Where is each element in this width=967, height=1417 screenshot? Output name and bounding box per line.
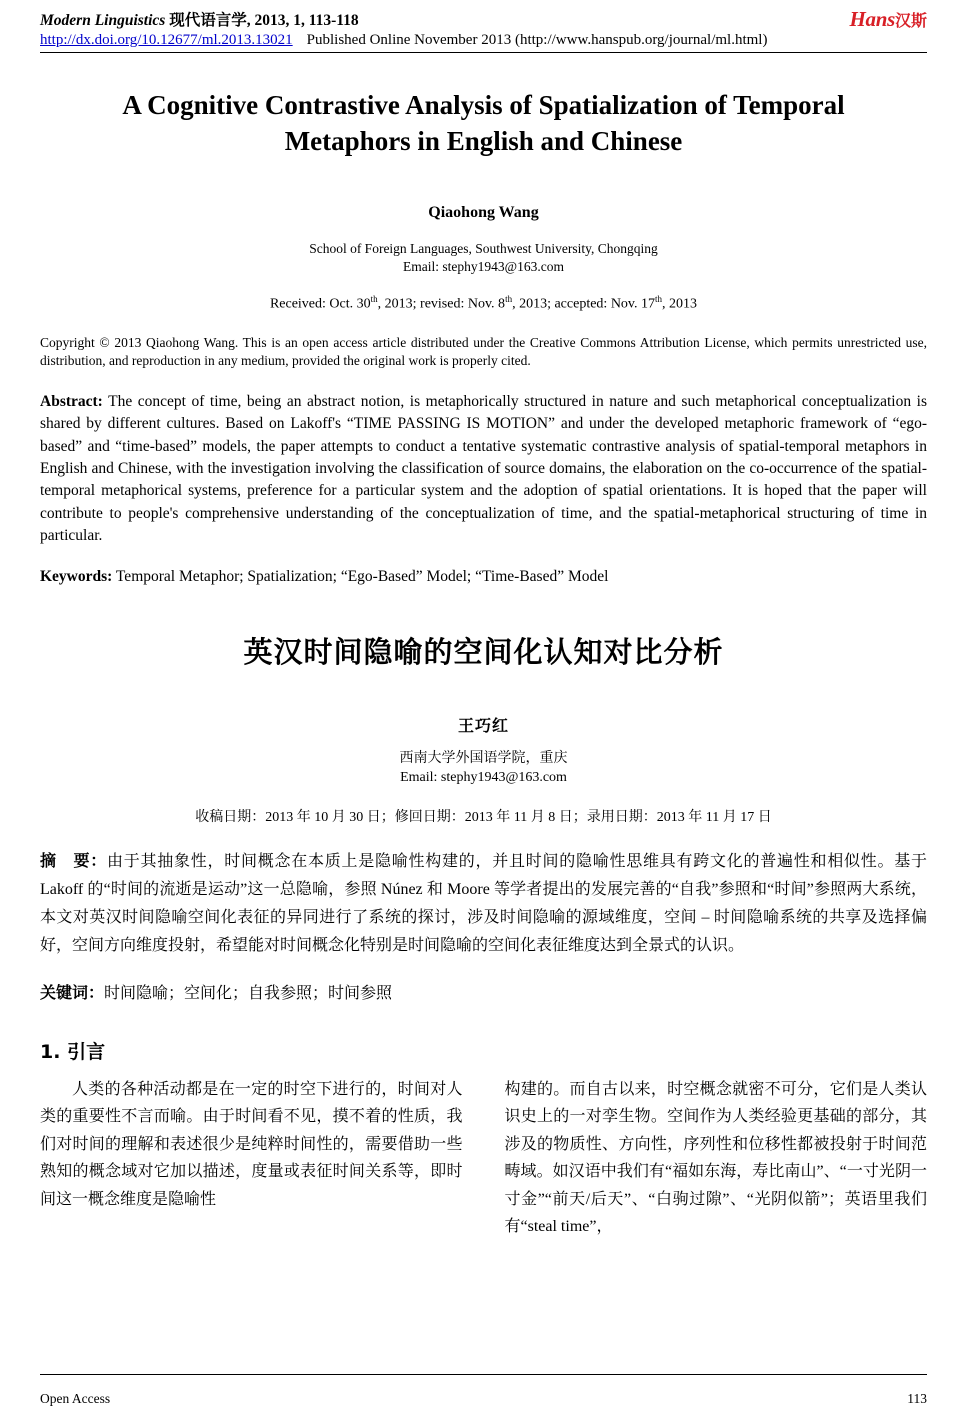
open-access-label: Open Access: [40, 1391, 111, 1406]
chinese-abstract-label: 摘 要：: [40, 852, 107, 870]
author-name: Qiaohong Wang: [428, 203, 539, 221]
section-heading: [40, 1037, 927, 1064]
page-footer: [40, 1391, 927, 1407]
journal-name-cn: 现代语言学, 2013, 1, 113-118: [165, 12, 359, 29]
chinese-affiliation-block: [40, 750, 927, 788]
affiliation-text: School of Foreign Languages, Southwest University, Chongqing: [309, 240, 658, 256]
dates-suffix: , 2013: [662, 296, 698, 312]
body-paragraph-left: 人类的各种活动都是在一定的时空下进行的，时间对人类的重要性不言而喻。由于时间看不见，摸不着的性质，我们对时间的理解和表述很少是纯粹时间性的，需要借助一些熟知的概念域对它加以描述，度量或表征时间关系等，即时间这一概念维度是隐喻性: [40, 1080, 463, 1208]
chinese-abstract-text: 由于其抽象性，时间概念在本质上是隐喻性构建的，并且时间的隐喻性思维具有跨文化的普遍性和相似性。基于 Lakoff 的“时间的流逝是运动”这一总隐喻，参照 Núnez 和 Moore 等学者提出的发展完善的“自我”参照和“时间”参照两大系统，本文对英汉时间隐喻空间化表征的异同进行了系统的探讨，涉及时间隐喻的源域维度，空间 – 时间隐喻系统的共享及选择偏好，空间方向维度投射，希望能对时间概念化特别是时间隐喻的空间化表征维度达到全景式的认识。: [40, 852, 927, 954]
body-paragraph-right: 构建的。而自古以来，时空概念就密不可分，它们是人类认识史上的一对孪生物。空间作为人类经验更基础的部分，其涉及的物质性、方向性，序列性和位移性都被投射于时间范畴域。如汉语中我们有“福如东海，寿比南山”、“一寸光阴一寸金”“前天/后天”、“白驹过隙”、“光阴似箭”；英语里我们有“steal time”，: [504, 1080, 927, 1236]
received-date: Received: Oct. 30: [269, 296, 371, 312]
chinese-author-name: 王巧红: [457, 715, 509, 735]
author-email: Email: stephy1943@163.com: [403, 258, 564, 274]
header-divider: [40, 52, 927, 53]
page-title: A Cognitive Contrastive Analysis of Spatialization of Temporal Metaphors in English and Chinese: [122, 90, 845, 157]
published-online-text: Published Online November 2013 (http://www.hanspub.org/journal/ml.html): [306, 32, 768, 48]
chinese-keywords-section: [40, 980, 927, 1003]
doi-link[interactable]: http://dx.doi.org/10.12677/ml.2013.13021: [40, 32, 293, 48]
abstract-label: Abstract:: [40, 392, 103, 410]
keywords-section: [40, 568, 927, 586]
body-column-left: [40, 1076, 463, 1241]
affiliation-block: [40, 240, 927, 276]
page-header: [40, 0, 927, 53]
hans-logo: [849, 9, 927, 30]
footer-divider: [40, 1374, 927, 1375]
chinese-article-dates: 收稿日期：2013 年 10 月 30 日；修回日期：2013 年 11 月 8 日；录用日期：2013 年 11 月 17 日: [195, 809, 772, 825]
chinese-author-email: Email: stephy1943@163.com: [400, 769, 567, 785]
sup-th-2: th: [505, 293, 513, 304]
keywords-label: Keywords:: [40, 567, 113, 585]
copyright-notice: Copyright © 2013 Qiaohong Wang. This is an open access article distributed under the Creative Commons Attribution License, which permits unrestricted use, distribution, and reproduction in any medium, provided the original work is properly cited.: [40, 335, 927, 369]
body-column-right: [505, 1076, 928, 1241]
section-title: 引言: [67, 1040, 106, 1063]
abstract-section: [40, 391, 927, 548]
article-dates: [40, 294, 927, 313]
chinese-affiliation-text: 西南大学外国语学院，重庆: [399, 750, 568, 766]
keywords-text: Temporal Metaphor; Spatialization; “Ego-Based” Model; “Time-Based” Model: [112, 567, 609, 585]
abstract-text: The concept of time, being an abstract notion, is metaphorically structured in nature and such metaphorical conceptualization is shared by different cultures. Based on Lakoff's “TIME PASSING IS MOTION” and under the developed metaphoric framework of “ego-based” and “time-based” models, the paper attempts to conduct a tentative systematic contrastive analysis of spatial-temporal metaphors in English and Chinese, with the investigation involving the classification of source domains, the elaboration on the co-occurrence of the spatial-temporal metaphorical systems, preference for a particular system and the adoption of spatial orientations. It is hoped that the paper will contribute to people's comprehensive understanding of the conceptualization of time, and the spatial-metaphorical structuring of time in particular.: [40, 392, 927, 545]
header-second-row: [40, 32, 927, 49]
chinese-abstract-section: [40, 848, 927, 960]
chinese-keywords-text: 时间隐喻；空间化；自我参照；时间参照: [104, 984, 393, 1002]
journal-citation: [40, 8, 359, 30]
body-columns: [40, 1076, 927, 1241]
revised-date: , 2013; revised: Nov. 8: [377, 296, 506, 312]
sup-th-1: th: [370, 293, 378, 304]
hans-logo-cn: 汉斯: [894, 13, 927, 30]
chinese-keywords-label: 关键词：: [40, 984, 105, 1002]
sup-th-3: th: [655, 293, 663, 304]
journal-name-en: Modern Linguistics: [40, 12, 166, 29]
page-number: 113: [907, 1391, 927, 1406]
chinese-title: 英汉时间隐喻的空间化认知对比分析: [243, 634, 724, 669]
hans-logo-en: Hans: [849, 7, 895, 31]
header-top-row: [40, 8, 927, 30]
accepted-date: , 2013; accepted: Nov. 17: [512, 296, 656, 312]
section-number: 1.: [40, 1040, 61, 1063]
